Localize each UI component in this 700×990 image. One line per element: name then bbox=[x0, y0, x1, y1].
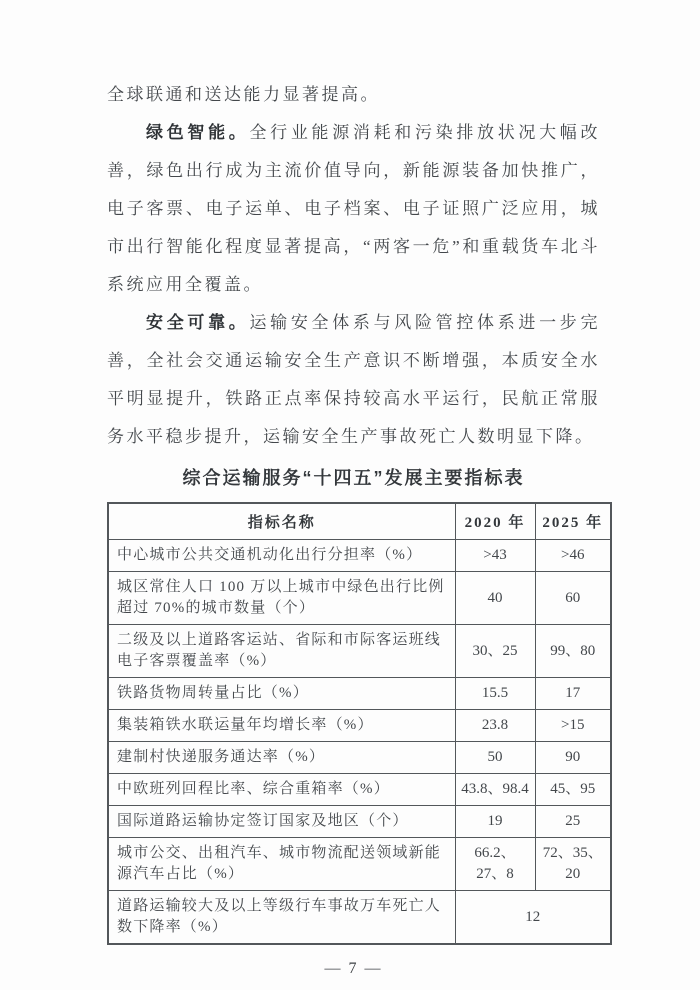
value-2025: 72、35、20 bbox=[535, 838, 611, 891]
value-merged: 12 bbox=[455, 891, 611, 945]
table-row bbox=[108, 572, 611, 625]
value-2025: 45、95 bbox=[535, 774, 611, 806]
value-2025: >15 bbox=[535, 710, 611, 742]
value-2020: 66.2、27、8 bbox=[455, 838, 535, 891]
value-2020: >43 bbox=[455, 540, 535, 572]
value-2020: 30、25 bbox=[455, 625, 535, 678]
header-year-2025: 2025 年 bbox=[535, 503, 611, 540]
indicator-name: 中欧班列回程比率、综合重箱率（%） bbox=[108, 774, 455, 806]
paragraph-text: 全行业能源消耗和污染排放状况大幅改善，绿色出行成为主流价值导向，新能源装备加快推广，电子客票、电子运单、电子档案、电子证照广泛应用，城市出行智能化程度显著提高，“两客一危”和重载货车北斗系统应用全覆盖。 bbox=[107, 123, 600, 294]
paragraph-lead-bold: 绿色智能。 bbox=[146, 123, 250, 142]
value-2020: 15.5 bbox=[455, 678, 535, 710]
paragraph-text: 运输安全体系与风险管控体系进一步完善，全社会交通运输安全生产意识不断增强，本质安全水平明显提升，铁路正点率保持较高水平运行，民航正常服务水平稳步提升，运输安全生产事故死亡人数明显下降。 bbox=[107, 313, 600, 446]
value-2020: 50 bbox=[455, 742, 535, 774]
paragraph-lead-bold: 安全可靠。 bbox=[146, 313, 250, 332]
table-row bbox=[108, 838, 611, 891]
header-indicator-name: 指标名称 bbox=[108, 503, 455, 540]
table-row bbox=[108, 625, 611, 678]
table-title: 综合运输服务“十四五”发展主要指标表 bbox=[182, 468, 525, 488]
value-2025: >46 bbox=[535, 540, 611, 572]
indicator-name: 城区常住人口 100 万以上城市中绿色出行比例超过 70%的城市数量（个） bbox=[108, 572, 455, 625]
paragraph-continuation bbox=[107, 76, 600, 114]
value-2025: 17 bbox=[535, 678, 611, 710]
indicator-name: 国际道路运输协定签订国家及地区（个） bbox=[108, 806, 455, 838]
indicator-name: 集装箱铁水联运量年均增长率（%） bbox=[108, 710, 455, 742]
value-2025: 60 bbox=[535, 572, 611, 625]
value-2025: 99、80 bbox=[535, 625, 611, 678]
table-row bbox=[108, 540, 611, 572]
page-number: — 7 — bbox=[324, 960, 383, 977]
value-2020: 19 bbox=[455, 806, 535, 838]
paragraph-text: 全球联通和送达能力显著提高。 bbox=[107, 85, 380, 104]
indicator-name: 中心城市公共交通机动化出行分担率（%） bbox=[108, 540, 455, 572]
indicator-name: 二级及以上道路客运站、省际和市际客运班线电子客票覆盖率（%） bbox=[108, 625, 455, 678]
indicator-name: 城市公交、出租汽车、城市物流配送领域新能源汽车占比（%） bbox=[108, 838, 455, 891]
value-2025: 90 bbox=[535, 742, 611, 774]
value-2025: 25 bbox=[535, 806, 611, 838]
value-2020: 23.8 bbox=[455, 710, 535, 742]
indicator-name: 铁路货物周转量占比（%） bbox=[108, 678, 455, 710]
table-row bbox=[108, 806, 611, 838]
table-row bbox=[108, 891, 611, 945]
value-2020: 43.8、98.4 bbox=[455, 774, 535, 806]
table-row bbox=[108, 774, 611, 806]
table-row bbox=[108, 742, 611, 774]
indicators-table bbox=[107, 502, 612, 945]
table-row bbox=[108, 678, 611, 710]
header-year-2020: 2020 年 bbox=[455, 503, 535, 540]
table-row bbox=[108, 710, 611, 742]
paragraph-safe-reliable bbox=[107, 304, 600, 456]
paragraph-green-smart bbox=[107, 114, 600, 304]
indicator-name: 道路运输较大及以上等级行车事故万车死亡人数下降率（%） bbox=[108, 891, 455, 945]
value-2020: 40 bbox=[455, 572, 535, 625]
indicator-name: 建制村快递服务通达率（%） bbox=[108, 742, 455, 774]
table-header-row bbox=[108, 503, 611, 540]
